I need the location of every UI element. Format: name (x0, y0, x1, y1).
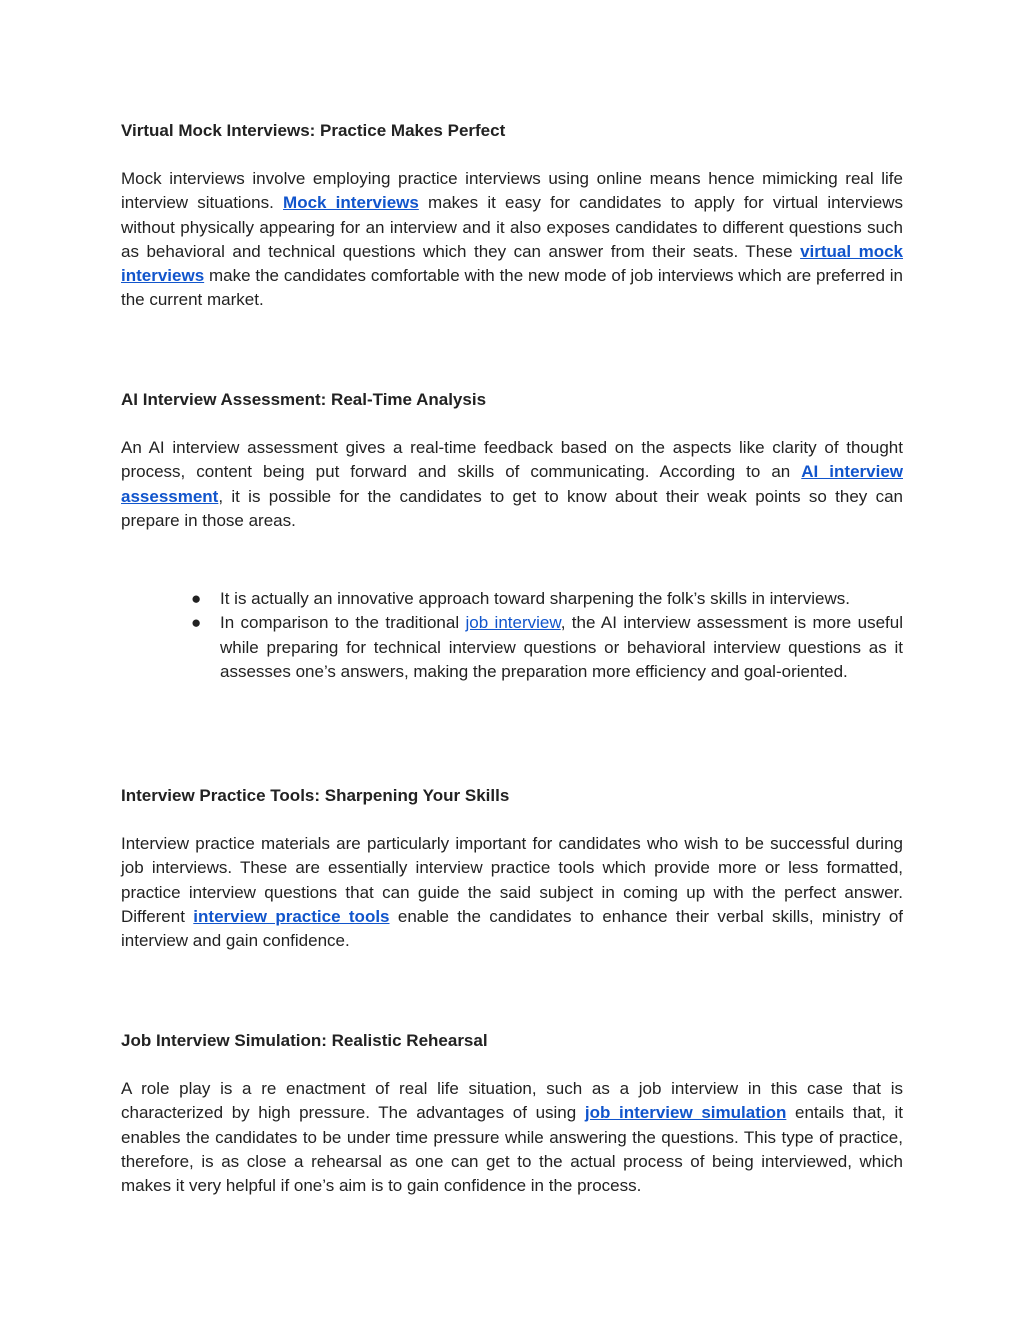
paragraph-text: entails that, it enables the candidates to be under time pressure while answering the questions. This type of practice, therefore, is as close a rehearsal as one can get to the actual process of being interviewed, which makes it very helpful if one’s aim is to gain confidence in the process. (121, 1103, 904, 1196)
section-paragraph-job-interview-simulation (121, 1077, 903, 1198)
section-heading-ai-interview-assessment: AI Interview Assessment: Real-Time Analysis (121, 390, 487, 409)
job-interview-simulation-link[interactable]: job interview simulation (584, 1103, 787, 1123)
section-heading-virtual-mock-interviews: Virtual Mock Interviews: Practice Makes Perfect (121, 121, 506, 140)
paragraph-text: Interview practice materials are particularly important for candidates who wish to be successful during job interviews. These are essentially interview practice tools which provide more or less formatted, practice interview questions that can guide the said subject in coming up with the perfect answer. Different (121, 834, 903, 926)
paragraph-text: Mock interviews involve employing practice interviews using online means hence mimicking real life interview situations. (121, 169, 903, 213)
section-heading-interview-practice-tools: Interview Practice Tools: Sharpening Your Skills (121, 786, 510, 805)
paragraph-text: enable the candidates to enhance their verbal skills, ministry of interview and gain confidence. (121, 906, 903, 951)
paragraph-text: makes it easy for candidates to apply for virtual interviews without physically appearing for an interview and it also exposes candidates to different questions such as behavioral and technical questions which they can answer from their seats. These (121, 193, 903, 261)
mock-interviews-link[interactable]: Mock interviews (283, 193, 419, 213)
bullet-icon: ● (191, 613, 202, 633)
section-paragraph-virtual-mock-interviews (121, 167, 903, 313)
paragraph-text: , it is possible for the candidates to get to know about their weak points so they can prepare in those areas. (121, 486, 903, 530)
bullet-text: It is actually an innovative approach toward sharpening the folk’s skills in interviews. (220, 589, 850, 608)
job-interview-link[interactable]: job interview (465, 613, 561, 633)
paragraph-text: A role play is a re enactment of real life situation, such as a job interview in this case that is characterized by high pressure. The advantages of using (121, 1079, 903, 1123)
ai-interview-assessment-link[interactable]: AI interview assessment (121, 462, 903, 506)
list-item (121, 611, 903, 684)
interview-practice-tools-link[interactable]: interview practice tools (193, 906, 390, 926)
paragraph-text: An AI interview assessment gives a real-time feedback based on the aspects like clarity of thought process, content being put forward and skills of communicating. According to an (121, 438, 903, 482)
section-heading-job-interview-simulation: Job Interview Simulation: Realistic Rehearsal (121, 1031, 488, 1050)
bullet-text: In comparison to the traditional (220, 613, 466, 633)
section-paragraph-interview-practice-tools (121, 832, 903, 953)
virtual-mock-interviews-link[interactable]: virtual mock interviews (121, 241, 904, 286)
paragraph-text: make the candidates comfortable with the new mode of job interviews which are preferred in the current market. (121, 266, 903, 310)
bullet-text: , the AI interview assessment is more useful while preparing for technical interview questions or behavioral interview questions as it assesses one’s answers, making the preparation more efficiency and goal-oriented. (220, 613, 904, 681)
bullet-icon: ● (191, 589, 202, 608)
bullet-list (121, 587, 903, 684)
section-paragraph-ai-interview-assessment (121, 436, 903, 533)
list-item (121, 587, 903, 611)
